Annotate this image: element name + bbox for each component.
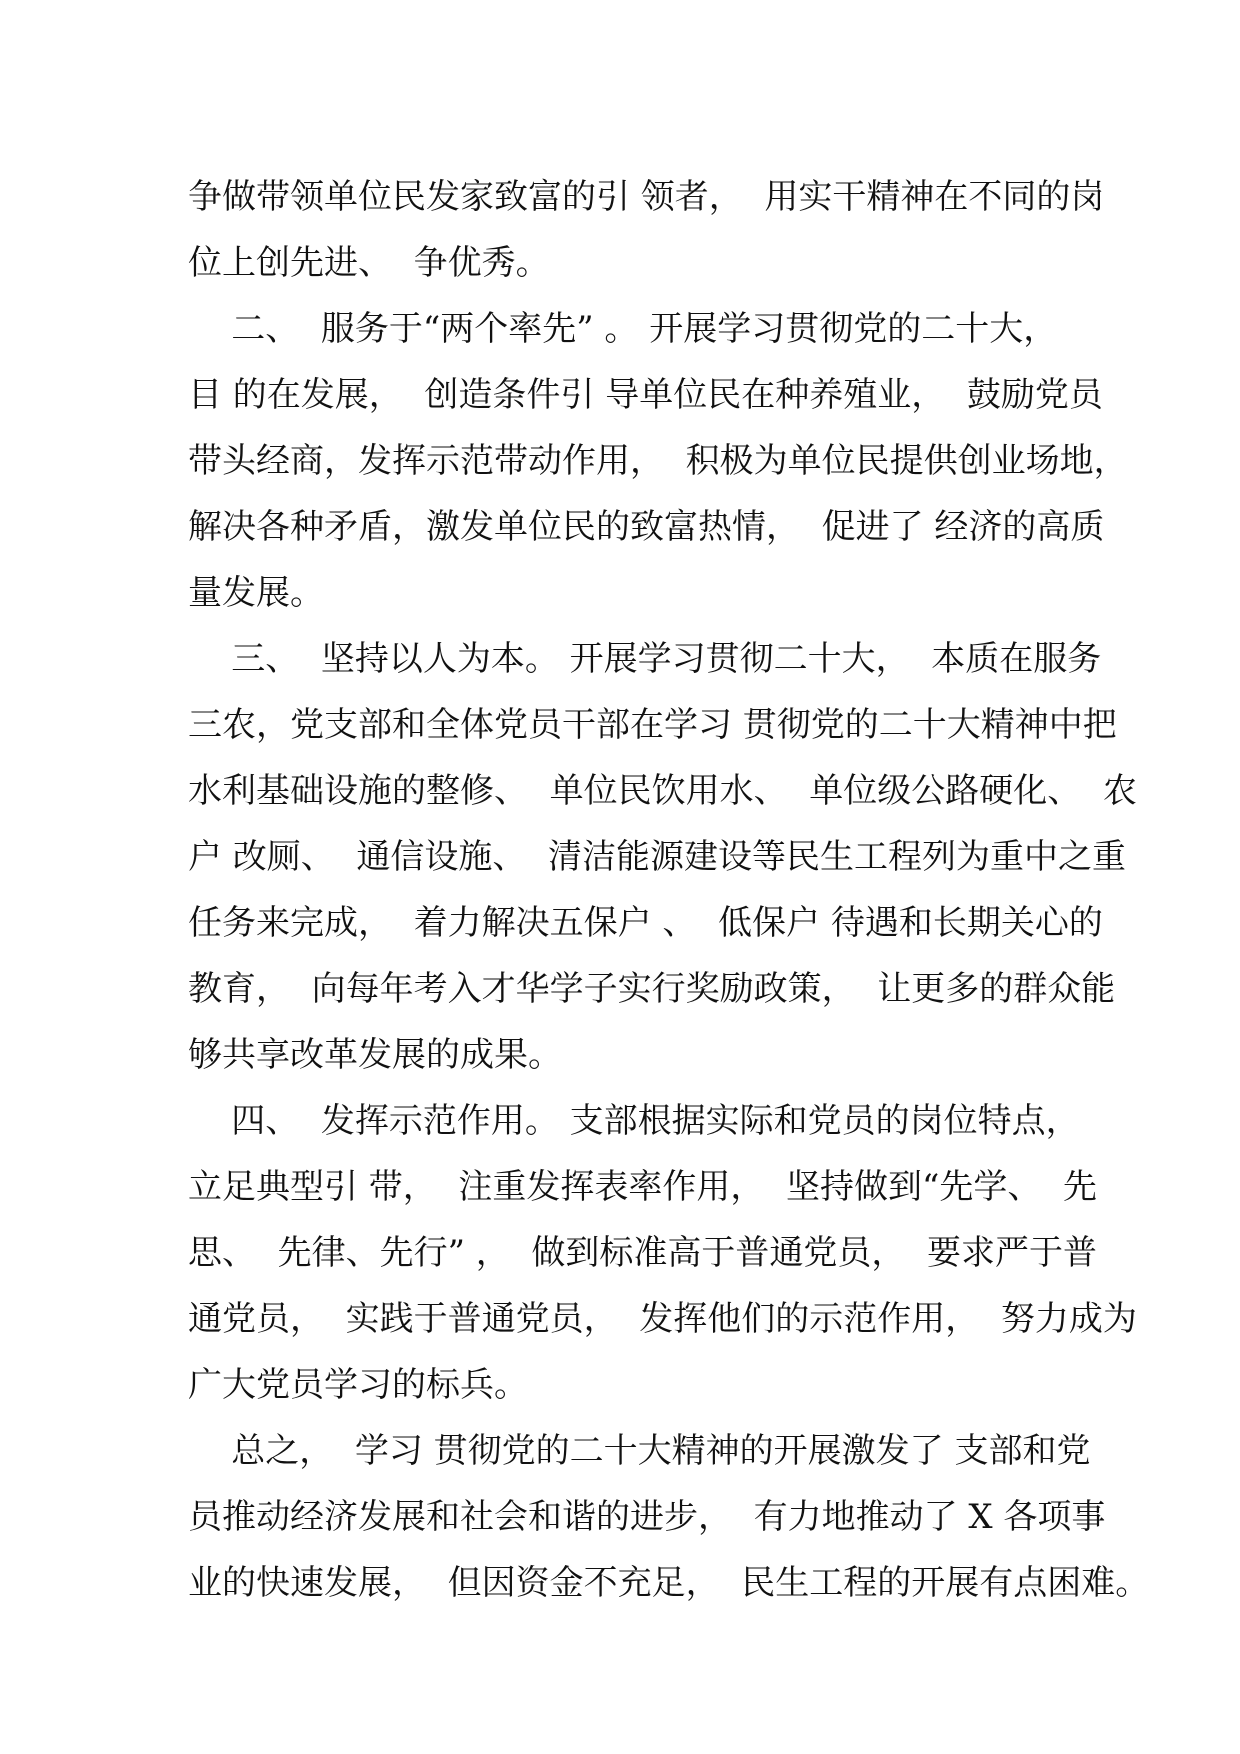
text-line: 三农，党支部和全体党员干部在学习 贯彻党的二十大精神中把 (188, 705, 1117, 745)
text-line: 立足典型引 带， 注重发挥表率作用， 坚持做到“先学、 先 (188, 1167, 1098, 1207)
text-line: 目 的在发展， 创造条件引 导单位民在种养殖业， 鼓励党员 (188, 375, 1103, 415)
text-line: 争做带领单位民发家致富的引 领者， 用实干精神在不同的岗 (188, 177, 1105, 217)
paragraph-section-two (188, 296, 1128, 626)
document-body (188, 164, 1150, 1616)
text-line: 业的快速发展， 但因资金不充足， 民生工程的开展有点困难。 (188, 1563, 1150, 1603)
text-line: 位上创先进、 争优秀。 (188, 243, 550, 283)
text-line: 二、 服务于“两个率先” 。 开展学习贯彻党的二十大， (188, 309, 1058, 349)
text-line: 思、 先律、先行” ， 做到标准高于普通党员， 要求严于普 (188, 1233, 1098, 1273)
text-line: 三、 坚持以人为本。 开展学习贯彻二十大， 本质在服务 (188, 639, 1102, 679)
text-line: 广大党员学习的标兵。 (188, 1365, 528, 1405)
text-line: 任务来完成， 着力解决五保户 、 低保户 待遇和长期关心的 (188, 903, 1103, 943)
text-line: 够共享改革发展的成果。 (188, 1035, 562, 1075)
text-line: 解决各种矛盾，激发单位民的致富热情， 促进了 经济的高质 (188, 507, 1105, 547)
text-line: 四、 发挥示范作用。 支部根据实际和党员的岗位特点， (188, 1101, 1080, 1141)
text-line: 水利基础设施的整修、 单位民饮用水、 单位级公路硬化、 农 (188, 771, 1137, 811)
text-line: 带头经商，发挥示范带动作用， 积极为单位民提供创业场地， (188, 441, 1128, 481)
text-line: 量发展。 (188, 573, 324, 613)
text-line: 员推动经济发展和社会和谐的进步， 有力地推动了 X 各项事 (188, 1497, 1106, 1537)
paragraph-conclusion (188, 1418, 1150, 1616)
text-line: 通党员， 实践于普通党员， 发挥他们的示范作用， 努力成为 (188, 1299, 1137, 1339)
text-line: 户 改厕、 通信设施、 清洁能源建设等民生工程列为重中之重 (188, 837, 1127, 877)
text-line: 教育， 向每年考入才华学子实行奖励政策， 让更多的群众能 (188, 969, 1116, 1009)
paragraph-section-three (188, 626, 1137, 1088)
paragraph-section-four (188, 1088, 1137, 1418)
paragraph-continuation (188, 164, 1105, 296)
text-line: 总之， 学习 贯彻党的二十大精神的开展激发了 支部和党 (188, 1431, 1091, 1471)
